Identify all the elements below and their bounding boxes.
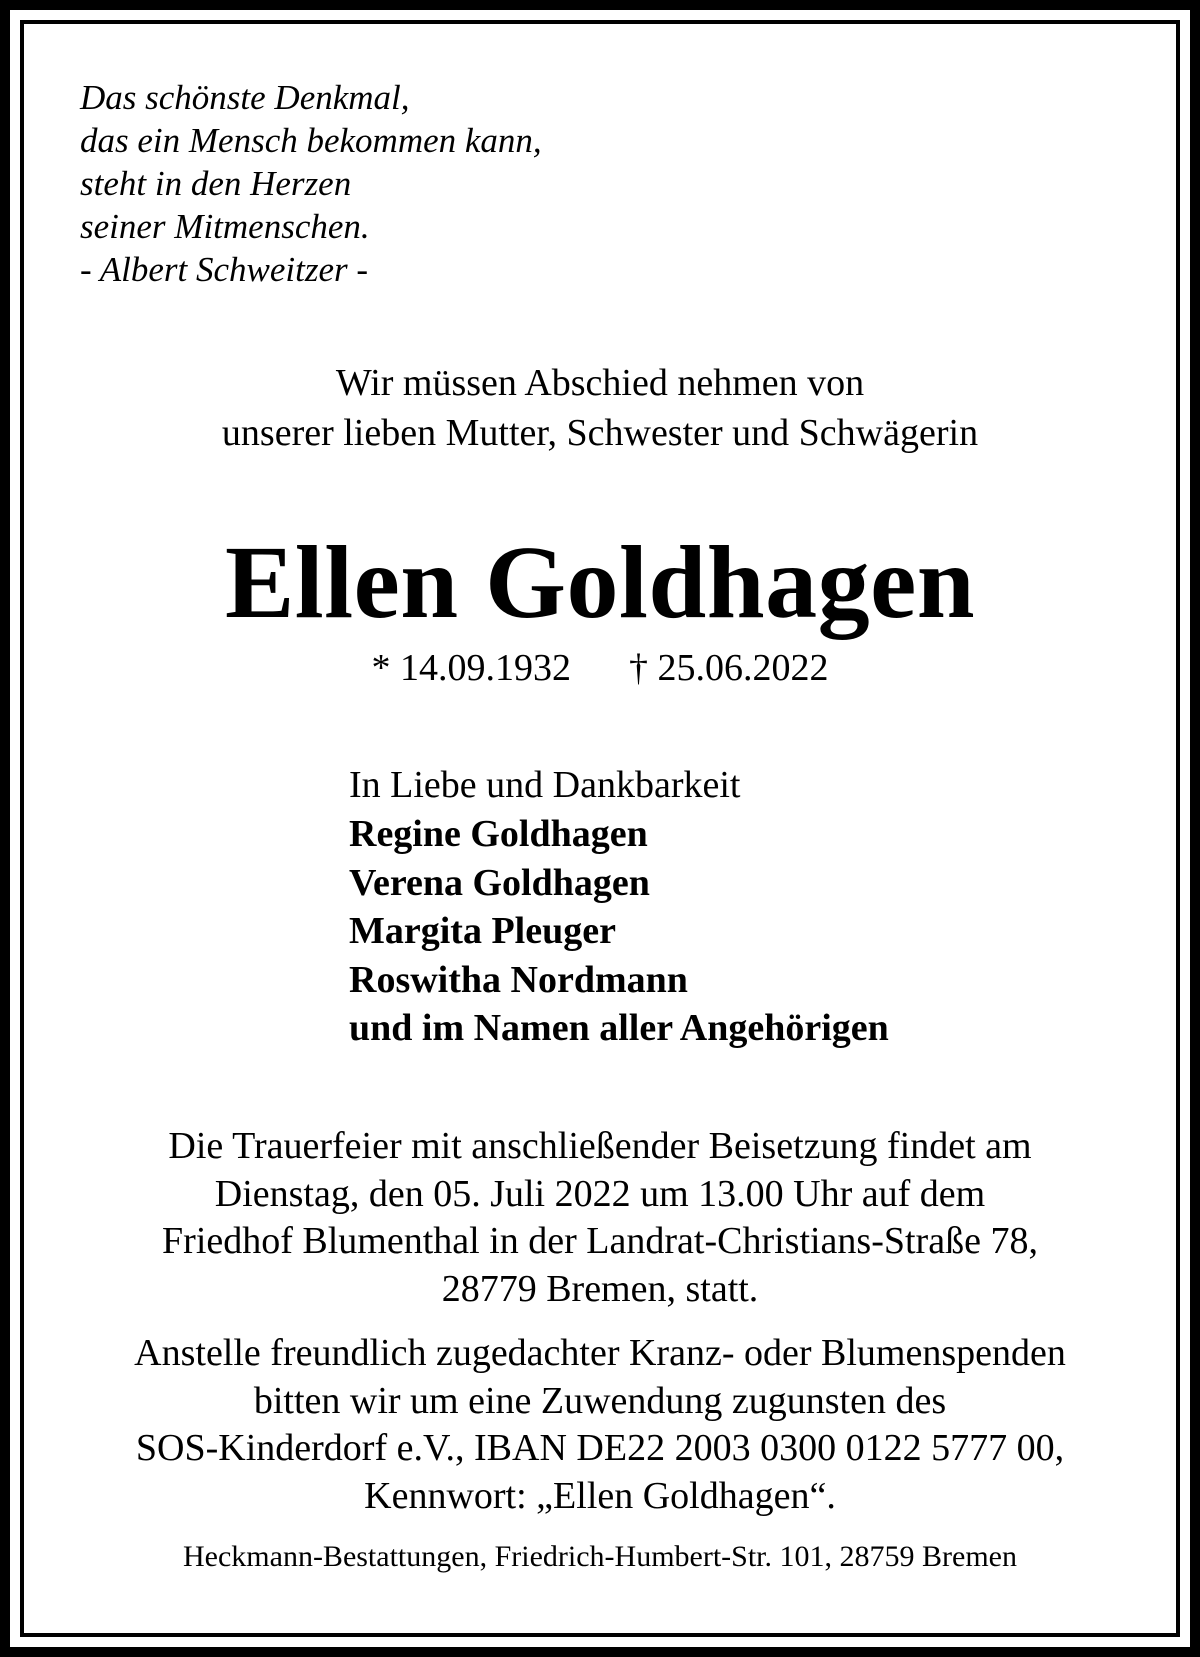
intro-line: Wir müssen Abschied nehmen von (335, 362, 865, 404)
life-dates (0, 645, 1200, 691)
funeral-details (0, 1123, 1200, 1313)
intro-text (0, 358, 1200, 458)
death-date: † 25.06.2022 (629, 647, 829, 689)
ceremony-line: 28779 Bremen, statt. (441, 1267, 759, 1310)
donation-line: SOS-Kinderdorf e.V., IBAN DE22 2003 0300 0122 5777 00, (135, 1427, 1065, 1469)
donation-request (0, 1330, 1200, 1520)
intro-line: unserer lieben Mutter, Schwester und Schwägerin (221, 412, 979, 454)
mourner-name: Margita Pleuger (349, 910, 616, 952)
ceremony-line: Die Trauerfeier mit anschließender Beisetzung findet am (168, 1125, 1032, 1167)
birth-date: * 14.09.1932 (371, 647, 571, 689)
donation-line: Anstelle freundlich zugedachter Kranz- oder Blumenspenden (134, 1332, 1066, 1374)
deceased-name: Ellen Goldhagen (224, 525, 976, 640)
mourner-closing: und im Namen aller Angehörigen (349, 1007, 889, 1049)
motto-quote (80, 76, 542, 291)
motto-line: Das schönste Denkmal, (80, 78, 410, 117)
mourner-name: Verena Goldhagen (349, 861, 650, 904)
motto-line: steht in den Herzen (80, 164, 352, 203)
mourners-list (349, 810, 889, 1053)
motto-line: das ein Mensch bekommen kann, (80, 121, 542, 160)
ceremony-line: Dienstag, den 05. Juli 2022 um 13.00 Uhr auf dem (214, 1172, 986, 1215)
motto-author: - Albert Schweitzer - (80, 250, 369, 289)
donation-line: Kennwort: „Ellen Goldhagen“. (364, 1474, 836, 1517)
donation-line: bitten wir um eine Zuwendung zugunsten des (253, 1379, 947, 1422)
motto-line: seiner Mitmenschen. (80, 207, 370, 246)
mourner-name: Regine Goldhagen (349, 813, 648, 855)
mourners-block (349, 760, 889, 1053)
ceremony-line: Friedhof Blumenthal in der Landrat-Christians-Straße 78, (162, 1220, 1038, 1262)
undertaker-footer: Heckmann-Bestattungen, Friedrich-Humbert-Str. 101, 28759 Bremen (183, 1540, 1017, 1573)
mourner-name: Roswitha Nordmann (349, 958, 688, 1001)
mourners-lead: In Liebe und Dankbarkeit (349, 764, 741, 806)
